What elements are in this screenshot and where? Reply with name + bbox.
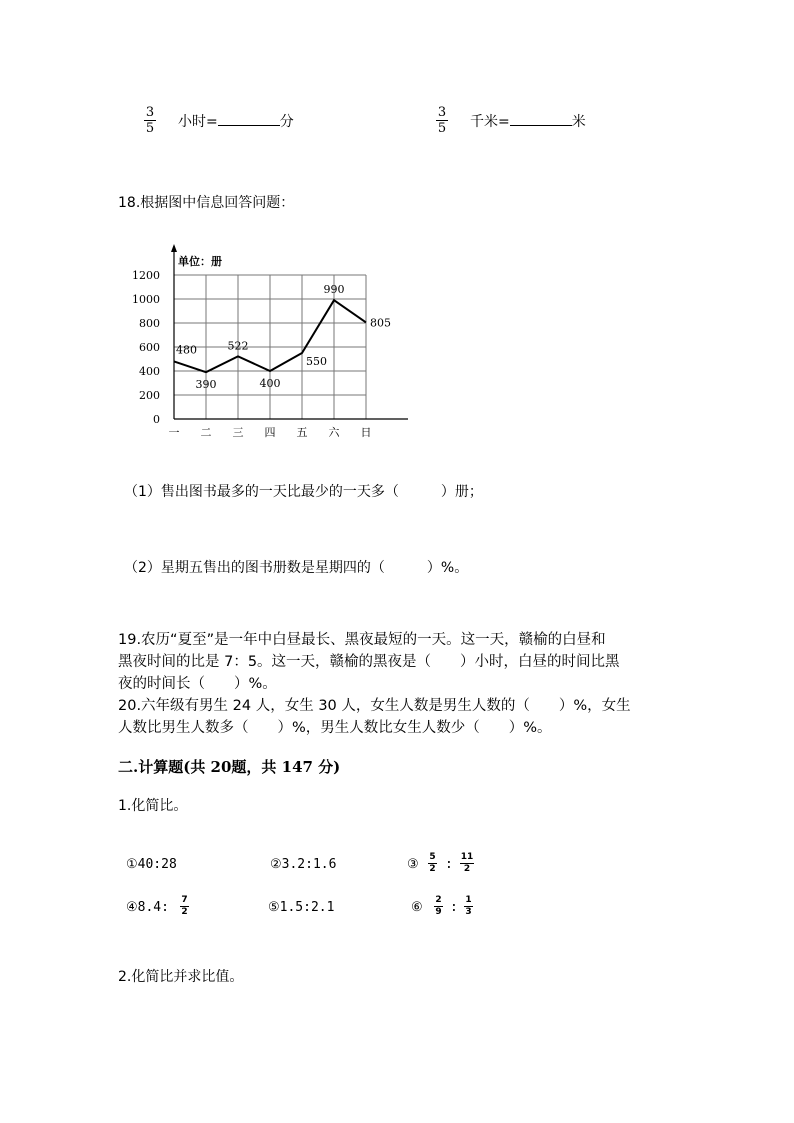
question-18-sub2: （2）星期五售出的图书册数是星期四的（ ）%。 — [124, 560, 469, 576]
y-tick-label: 1200 — [132, 269, 160, 282]
ratio-item-2: ②3.2:1.6 — [270, 857, 337, 872]
conversion-hours-line — [178, 111, 294, 131]
data-label: 390 — [195, 378, 217, 392]
conversion-hours-text: 小时= — [178, 114, 218, 130]
question-20-line2: 人数比男生人数多（ ）%，男生人数比女生人数少（ ）%。 — [118, 720, 552, 736]
question-19-line3: 夜的时间长（ ）%。 — [118, 676, 277, 692]
ratio-item-4-label: ④8.4: — [126, 900, 169, 915]
data-label: 550 — [306, 355, 327, 368]
x-tick-label: 六 — [328, 426, 340, 439]
fraction-1-3: 1 3 — [465, 895, 472, 917]
answer-blank-minutes[interactable] — [218, 112, 280, 126]
x-tick-label: 二 — [200, 426, 212, 439]
data-label: 400 — [259, 377, 281, 390]
ratio-item-1: ①40:28 — [126, 857, 177, 872]
x-tick-label: 四 — [264, 426, 276, 439]
line-chart-book-sales — [118, 238, 408, 444]
y-tick-label: 400 — [139, 365, 160, 378]
y-tick-label: 1000 — [132, 293, 160, 306]
fraction-5-2: 5 2 — [429, 852, 436, 874]
problem-1-title: 1.化简比。 — [118, 798, 188, 814]
ratio-colon-3: : — [445, 857, 453, 872]
ratio-colon-6: : — [450, 900, 458, 915]
conversion-km-line — [470, 111, 586, 131]
chart-unit-label: 单位：册 — [178, 255, 222, 268]
x-tick-label: 五 — [296, 426, 308, 439]
ratio-item-3-label: ③ — [407, 857, 419, 872]
y-tick-label: 600 — [139, 341, 160, 354]
ratio-item-5: ⑤1.5:2.1 — [268, 900, 335, 915]
fraction-2-9: 2 9 — [435, 895, 442, 917]
y-tick-label: 0 — [153, 413, 160, 426]
problem-2-title: 2.化简比并求比值。 — [118, 969, 244, 985]
answer-blank-meters[interactable] — [510, 112, 572, 126]
section-2-heading: 二.计算题(共 20题，共 147 分) — [118, 758, 341, 776]
x-tick-label: 日 — [360, 426, 372, 439]
y-tick-label: 200 — [139, 389, 160, 402]
fraction-11-2: 11 2 — [460, 852, 474, 874]
question-19-line2: 黑夜时间的比是 7：5。这一天，赣榆的黑夜是（ ）小时，白昼的时间比黑 — [118, 654, 620, 670]
data-label: 480 — [176, 343, 197, 357]
ratio-item-6-label: ⑥ — [411, 900, 423, 915]
question-19-line1: 19.农历“夏至”是一年中白昼最长、黑夜最短的一天。这一天，赣榆的白昼和 — [118, 632, 606, 648]
question-20-line1: 20.六年级有男生 24 人，女生 30 人，女生人数是男生人数的（ ）%，女生 — [118, 698, 631, 714]
fraction-3-5-hours: 3 5 — [145, 105, 155, 136]
data-label: 990 — [323, 283, 345, 297]
fraction-7-2: 7 2 — [181, 895, 188, 917]
x-tick-label: 一 — [168, 426, 180, 439]
y-tick-label: 800 — [139, 317, 160, 330]
fraction-3-5-km: 3 5 — [437, 105, 447, 136]
x-tick-label: 三 — [232, 426, 244, 439]
conversion-km-text: 千米= — [470, 114, 510, 130]
question-18-title: 18.根据图中信息回答问题： — [118, 195, 295, 211]
question-18-sub1: （1）售出图书最多的一天比最少的一天多（ ）册； — [124, 484, 483, 500]
data-label: 522 — [227, 339, 249, 353]
conversion-hours-unit: 分 — [279, 114, 294, 130]
y-axis-arrow — [171, 244, 177, 252]
data-label: 805 — [370, 316, 391, 330]
conversion-km-unit: 米 — [571, 114, 586, 130]
